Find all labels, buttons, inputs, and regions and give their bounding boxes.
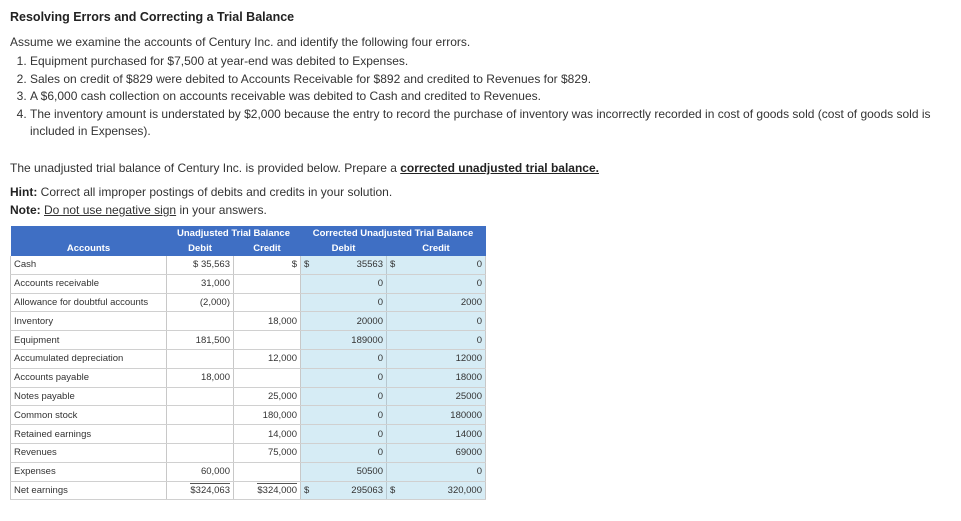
unadjusted-debit xyxy=(167,481,234,500)
corrected-debit-input[interactable] xyxy=(301,406,387,425)
unadjusted-debit-value: 60,000 xyxy=(200,466,230,478)
unadjusted-debit xyxy=(167,312,234,331)
currency-sign: $ xyxy=(390,484,396,496)
account-name: Allowance for doubtful accounts xyxy=(11,293,167,312)
corrected-credit-input[interactable] xyxy=(387,368,486,387)
account-name: Common stock xyxy=(11,406,167,425)
unadjusted-debit xyxy=(167,406,234,425)
corrected-credit-input[interactable] xyxy=(387,274,486,293)
corrected-debit-value: 0 xyxy=(377,447,383,459)
corrected-debit-input[interactable] xyxy=(301,443,387,462)
corrected-debit-value: 0 xyxy=(377,372,383,384)
header-corr-debit: Debit xyxy=(301,241,387,256)
corrected-debit-value: 0 xyxy=(377,278,383,290)
unadjusted-debit-value: $324,063 xyxy=(190,484,230,496)
account-name: Expenses xyxy=(11,462,167,481)
header-unadj-credit: Credit xyxy=(234,241,301,256)
unadjusted-credit-value: 25,000 xyxy=(267,390,297,402)
corrected-debit-value: 295063 xyxy=(351,484,383,496)
corrected-credit-input[interactable] xyxy=(387,406,486,425)
unadjusted-credit xyxy=(234,481,301,500)
table-row xyxy=(11,481,486,500)
unadjusted-debit-value: 31,000 xyxy=(200,278,230,290)
account-name: Inventory xyxy=(11,312,167,331)
currency-sign: $ xyxy=(304,484,310,496)
corrected-credit-value: 0 xyxy=(476,466,482,478)
unadjusted-debit-value: (2,000) xyxy=(199,296,230,308)
unadjusted-debit xyxy=(167,274,234,293)
corrected-credit-input[interactable] xyxy=(387,312,486,331)
unadjusted-debit xyxy=(167,368,234,387)
corrected-debit-value: 20000 xyxy=(356,315,383,327)
unadjusted-credit-value: $324,000 xyxy=(257,484,297,496)
unadjusted-credit-value: 180,000 xyxy=(262,409,297,421)
unadjusted-credit xyxy=(234,256,301,274)
table-row xyxy=(11,331,486,350)
corrected-debit-input[interactable] xyxy=(301,331,387,350)
error-item: 2. Sales on credit of $829 were debited to Accounts Receivable for $892 and credited to Revenues for $829. xyxy=(30,71,961,89)
instruction-text xyxy=(10,161,599,175)
account-name: Revenues xyxy=(11,443,167,462)
unadjusted-credit xyxy=(234,368,301,387)
unadjusted-debit-value: 181,500 xyxy=(195,334,230,346)
corrected-debit-input[interactable] xyxy=(301,312,387,331)
corrected-debit-value: 35563 xyxy=(356,259,383,271)
corrected-credit-input[interactable] xyxy=(387,256,486,274)
unadjusted-credit-value: 18,000 xyxy=(267,315,297,327)
page-title: Resolving Errors and Correcting a Trial Balance xyxy=(10,10,295,24)
corrected-credit-value: 18000 xyxy=(455,372,482,384)
unadjusted-debit xyxy=(167,349,234,368)
table-row xyxy=(11,293,486,312)
unadjusted-credit xyxy=(234,425,301,444)
account-name: Accumulated depreciation xyxy=(11,349,167,368)
unadjusted-credit xyxy=(234,274,301,293)
header-corr-credit: Credit xyxy=(387,241,486,256)
corrected-credit-input[interactable] xyxy=(387,293,486,312)
hint-label: Hint: xyxy=(10,185,38,199)
unadjusted-debit-value: $ 35,563 xyxy=(193,259,230,271)
instruction-lead: The unadjusted trial balance of Century Inc. is provided below. Prepare a xyxy=(10,161,401,175)
corrected-credit-value: 14000 xyxy=(455,428,482,440)
account-name: Cash xyxy=(11,256,167,274)
corrected-debit-input[interactable] xyxy=(301,368,387,387)
corrected-credit-value: 69000 xyxy=(455,447,482,459)
corrected-credit-input[interactable] xyxy=(387,331,486,350)
unadjusted-credit xyxy=(234,443,301,462)
corrected-credit-value: 180000 xyxy=(450,409,482,421)
errors-list xyxy=(10,53,961,141)
trial-balance-table xyxy=(10,226,486,500)
unadjusted-credit xyxy=(234,349,301,368)
note-body: in your answers. xyxy=(176,203,267,217)
corrected-debit-input[interactable] xyxy=(301,349,387,368)
corrected-credit-value: 2000 xyxy=(460,296,482,308)
account-name: Accounts receivable xyxy=(11,274,167,293)
corrected-credit-input[interactable] xyxy=(387,387,486,406)
header-corrected: Corrected Unadjusted Trial Balance xyxy=(301,226,486,241)
table-row xyxy=(11,256,486,274)
corrected-credit-input[interactable] xyxy=(387,425,486,444)
corrected-credit-value: 0 xyxy=(476,259,482,271)
unadjusted-credit xyxy=(234,293,301,312)
corrected-credit-input[interactable] xyxy=(387,349,486,368)
corrected-credit-value: 0 xyxy=(476,315,482,327)
currency-sign: $ xyxy=(304,259,310,271)
table-row xyxy=(11,312,486,331)
table-row xyxy=(11,274,486,293)
corrected-debit-input[interactable] xyxy=(301,425,387,444)
hint-body: Correct all improper postings of debits and credits in your solution. xyxy=(37,185,393,199)
corrected-debit-value: 50500 xyxy=(356,466,383,478)
corrected-credit-input[interactable] xyxy=(387,481,486,500)
header-unadjusted: Unadjusted Trial Balance xyxy=(167,226,301,241)
corrected-debit-input[interactable] xyxy=(301,481,387,500)
unadjusted-credit-value: $ xyxy=(291,259,297,271)
corrected-credit-input[interactable] xyxy=(387,462,486,481)
error-item: 3. A $6,000 cash collection on accounts receivable was debited to Cash and credited to Revenues. xyxy=(30,88,961,106)
unadjusted-debit xyxy=(167,331,234,350)
corrected-credit-value: 0 xyxy=(476,278,482,290)
note-label: Note: xyxy=(10,203,41,217)
unadjusted-credit xyxy=(234,462,301,481)
corrected-debit-value: 0 xyxy=(377,296,383,308)
corrected-credit-value: 12000 xyxy=(455,353,482,365)
table-row xyxy=(11,443,486,462)
corrected-debit-value: 0 xyxy=(377,428,383,440)
account-name: Accounts payable xyxy=(11,368,167,387)
intro-text: Assume we examine the accounts of Century Inc. and identify the following four errors. xyxy=(10,35,471,49)
unadjusted-credit xyxy=(234,406,301,425)
corrected-debit-value: 189000 xyxy=(351,334,383,346)
unadjusted-debit xyxy=(167,443,234,462)
unadjusted-credit xyxy=(234,331,301,350)
note-underlined: Do not use negative sign xyxy=(44,203,177,217)
unadjusted-credit-value: 14,000 xyxy=(267,428,297,440)
table-row xyxy=(11,462,486,481)
unadjusted-credit-value: 75,000 xyxy=(267,447,297,459)
account-name: Net earnings xyxy=(11,481,167,500)
corrected-debit-value: 0 xyxy=(377,390,383,402)
account-name: Equipment xyxy=(11,331,167,350)
corrected-debit-value: 0 xyxy=(377,353,383,365)
hint-text xyxy=(10,185,392,199)
error-item: 4. The inventory amount is understated by $2,000 because the entry to record the purchase of inventory was incorrectly recorded in cost of goods sold (cost of goods sold is included in Expenses). xyxy=(30,106,961,141)
corrected-credit-value: 25000 xyxy=(455,390,482,402)
unadjusted-debit xyxy=(167,293,234,312)
corrected-debit-input[interactable] xyxy=(301,293,387,312)
header-blank xyxy=(11,226,167,241)
unadjusted-debit xyxy=(167,462,234,481)
unadjusted-credit xyxy=(234,387,301,406)
unadjusted-debit xyxy=(167,387,234,406)
corrected-debit-input[interactable] xyxy=(301,256,387,274)
account-name: Notes payable xyxy=(11,387,167,406)
header-accounts: Accounts xyxy=(11,241,167,256)
unadjusted-credit-value: 12,000 xyxy=(267,353,297,365)
corrected-trial-balance-link[interactable]: corrected unadjusted trial balance. xyxy=(400,161,599,175)
corrected-debit-input[interactable] xyxy=(301,274,387,293)
table-row xyxy=(11,368,486,387)
corrected-debit-input[interactable] xyxy=(301,387,387,406)
unadjusted-debit xyxy=(167,425,234,444)
corrected-credit-value: 0 xyxy=(476,334,482,346)
corrected-credit-input[interactable] xyxy=(387,443,486,462)
currency-sign: $ xyxy=(390,259,396,271)
unadjusted-credit xyxy=(234,312,301,331)
table-row xyxy=(11,425,486,444)
corrected-debit-value: 0 xyxy=(377,409,383,421)
note-text xyxy=(10,203,267,217)
table-row xyxy=(11,387,486,406)
corrected-credit-value: 320,000 xyxy=(447,484,482,496)
table-row xyxy=(11,406,486,425)
unadjusted-debit-value: 18,000 xyxy=(200,372,230,384)
error-item: 1. Equipment purchased for $7,500 at year-end was debited to Expenses. xyxy=(30,53,961,71)
unadjusted-debit xyxy=(167,256,234,274)
corrected-debit-input[interactable] xyxy=(301,462,387,481)
table-row xyxy=(11,349,486,368)
account-name: Retained earnings xyxy=(11,425,167,444)
header-unadj-debit: Debit xyxy=(167,241,234,256)
